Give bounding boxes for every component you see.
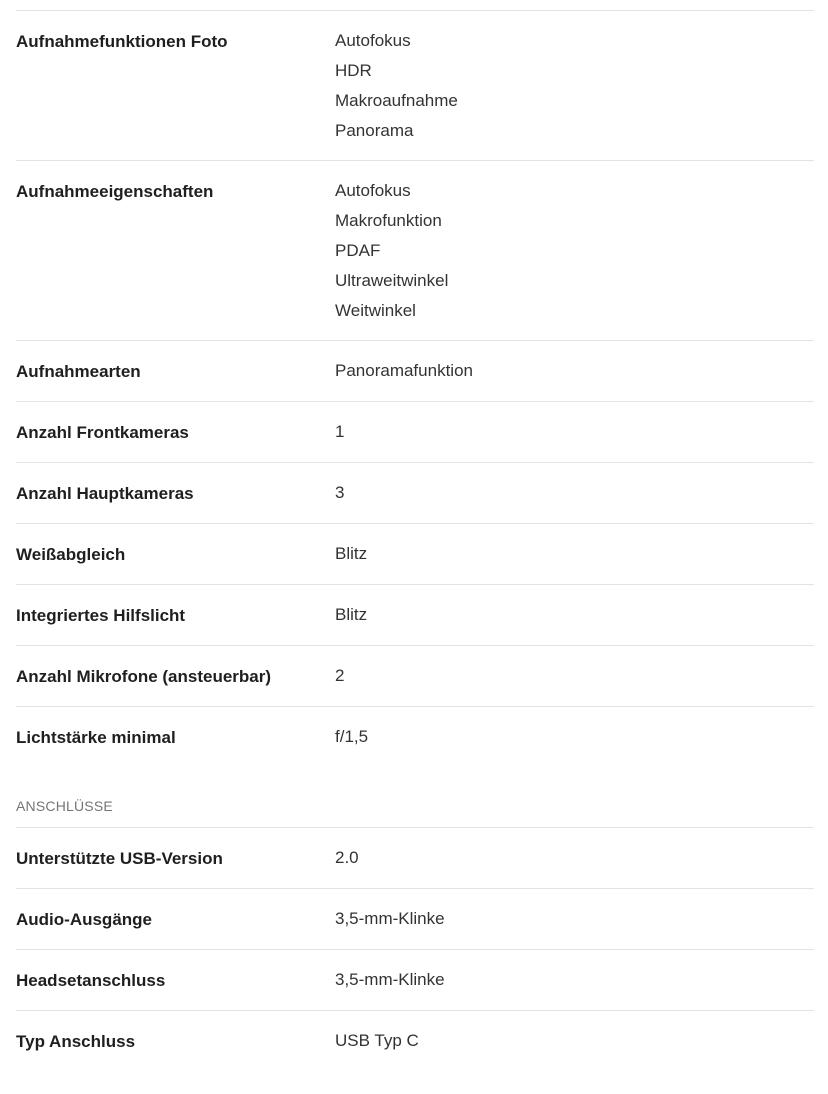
spec-value: PDAF [335, 241, 381, 260]
spec-label: Headsetanschluss [16, 971, 166, 990]
spec-label: Anzahl Hauptkameras [16, 484, 194, 503]
spec-value: 3 [335, 483, 345, 502]
spec-label: Anzahl Frontkameras [16, 423, 189, 442]
spec-row-headsetanschluss [16, 950, 814, 1011]
spec-row-unterstuetzte-usb-version [16, 828, 814, 889]
spec-row-integriertes-hilfslicht [16, 585, 814, 646]
spec-row-aufnahmearten [16, 341, 814, 402]
spec-value: Panorama [335, 121, 414, 140]
spec-values [335, 26, 814, 146]
spec-value: Ultraweitwinkel [335, 271, 449, 290]
spec-value: 2 [335, 666, 345, 685]
spec-value: HDR [335, 61, 372, 80]
spec-label: Aufnahmearten [16, 362, 141, 381]
spec-row-audio-ausgaenge [16, 889, 814, 950]
section-heading-anschluesse: ANSCHLÜSSE [16, 767, 814, 828]
spec-row-lichtstaerke-minimal [16, 707, 814, 767]
spec-values [335, 478, 814, 509]
spec-label: Lichtstärke minimal [16, 728, 176, 747]
spec-label: Weißabgleich [16, 545, 126, 564]
spec-values [335, 965, 814, 996]
spec-row-typ-anschluss [16, 1011, 814, 1071]
spec-values [335, 843, 814, 874]
spec-value: Panoramafunktion [335, 361, 473, 380]
spec-value: Autofokus [335, 181, 411, 200]
spec-value: Weitwinkel [335, 301, 416, 320]
spec-value: f/1,5 [335, 727, 369, 746]
spec-value: Blitz [335, 605, 368, 624]
spec-value: Blitz [335, 544, 368, 563]
spec-row-anzahl-mikrofone-ansteuerbar [16, 646, 814, 707]
spec-row-anzahl-frontkameras [16, 402, 814, 463]
spec-value: Makrofunktion [335, 211, 442, 230]
spec-value: 3,5-mm-Klinke [335, 909, 445, 928]
spec-label: Integriertes Hilfslicht [16, 606, 186, 625]
spec-values [335, 722, 814, 753]
spec-row-aufnahmefunktionen-foto [16, 11, 814, 161]
spec-values [335, 661, 814, 692]
spec-value: Makroaufnahme [335, 91, 458, 110]
spec-label: Aufnahmeeigenschaften [16, 182, 214, 201]
spec-label: Anzahl Mikrofone (ansteuerbar) [16, 667, 272, 686]
spec-values [335, 417, 814, 448]
spec-table [16, 0, 814, 1071]
spec-section-kamera [16, 10, 814, 767]
spec-values [335, 1026, 814, 1057]
spec-value: 3,5-mm-Klinke [335, 970, 445, 989]
spec-value: 1 [335, 422, 345, 441]
spec-section-anschluesse [16, 828, 814, 1071]
spec-value: USB Typ C [335, 1031, 419, 1050]
spec-value: Autofokus [335, 31, 411, 50]
spec-label: Unterstützte USB-Version [16, 849, 223, 868]
spec-label: Aufnahmefunktionen Foto [16, 32, 228, 51]
spec-values [335, 904, 814, 935]
spec-label: Typ Anschluss [16, 1032, 136, 1051]
spec-row-weissabgleich [16, 524, 814, 585]
spec-row-aufnahmeeigenschaften [16, 161, 814, 341]
spec-row-anzahl-hauptkameras [16, 463, 814, 524]
spec-values [335, 176, 814, 326]
spec-values [335, 356, 814, 387]
spec-values [335, 539, 814, 570]
spec-label: Audio-Ausgänge [16, 910, 152, 929]
spec-values [335, 600, 814, 631]
spec-value: 2.0 [335, 848, 359, 867]
